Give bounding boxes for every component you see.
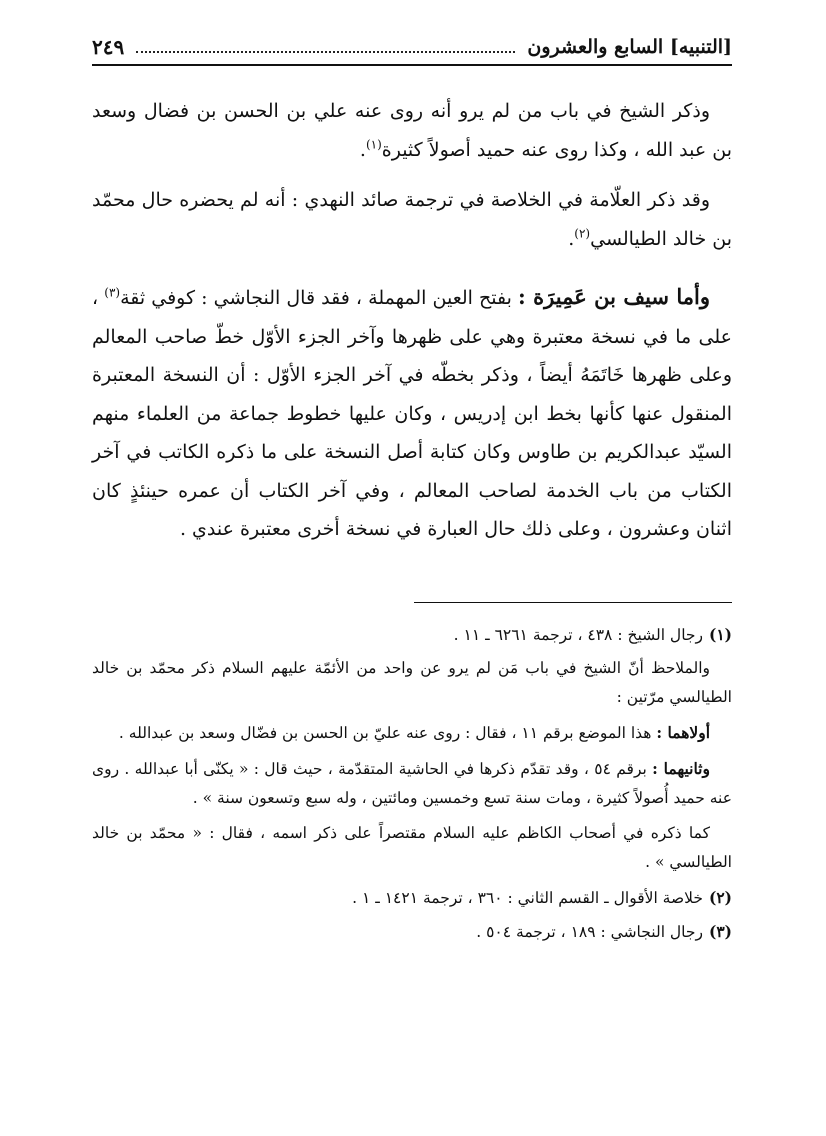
paragraph-2-text: وقد ذكر العلّامة في الخلاصة في ترجمة صائد النهدي : أنه لم يحضره حال محمّد بن خالد الطيالسي [92,189,732,250]
footnote-3-text: رجال النجاشي : ١٨٩ ، ترجمة ٥٠٤ . [476,923,703,941]
footnote-1-para-2 [92,718,732,748]
main-text [92,92,732,561]
entry-heading: وأما سيف بن عَمِيرَة : [518,284,711,309]
footnote-1 [92,620,732,650]
footnote-ref-1[interactable]: (١) [365,137,382,152]
paragraph-3-text-b: ، على ما في نسخة معتبرة وهي على ظهرها وآخر الجزء الأوّل خطّ صاحب المعالم وعلى ظهرها خَاتَمَهُ أيضاً ، وذكر بخطّه في آخر الجزء الأوّل : أن النسخة المعتبرة المنقول عنها كأنها بخط ابن إدريس ، وكان عليها خطوط جماعة من العلماء منهم السيّد عبدالكريم بن طاوس وكان كتابة أصل النسخة على ما ذكره الكاتب في آخر الكتاب من باب الخدمة لصاحب المعالم ، وفي آخر الكتاب أن عمره حينئذٍ كان اثنان وعشرون ، وعلى ذلك حال العبارة في نسخة أخرى معتبرة عندي . [92,287,732,540]
chapter-title: [التنبيه] السابع والعشرون [527,36,732,58]
running-header [92,30,732,66]
footnote-1-para-2-lead: أولاهما : [656,723,710,742]
footnote-3 [92,917,732,947]
footnote-2-number: (٢) [708,888,732,907]
paragraph-1-text: وذكر الشيخ في باب من لم يرو أنه روى عنه علي بن الحسن بن فضال وسعد بن عبد الله ، وكذا روى عنه حميد أصولاً كثيرة [92,100,732,161]
footnotes [92,620,732,951]
footnote-2 [92,883,732,913]
footnote-1-para-3 [92,754,732,813]
footnote-ref-2[interactable]: (٢) [574,226,591,241]
footnote-1-text: رجال الشيخ : ٤٣٨ ، ترجمة ٦٢٦١ ـ ١١ . [453,626,703,644]
header-dot-leader [136,49,515,53]
paragraph-1 [92,92,732,169]
footnote-1-number: (١) [708,625,732,644]
paragraph-2-end: . [568,227,575,250]
footnote-2-text: خلاصة الأقوال ـ القسم الثاني : ٣٦٠ ، ترجمة ١٤٢١ ـ ١ . [352,889,703,907]
paragraph-3-text-a: بفتح العين المهملة ، فقد قال النجاشي : كوفي ثقة [120,287,512,309]
paragraph-2 [92,181,732,258]
footnote-1-para-3-lead: وثانيهما : [652,759,710,778]
footnote-1-para-3-text: برقم ٥٤ ، وقد تقدّم ذكرها في الحاشية المتقدّمة ، حيث قال : « يكنّى أبا عبدالله . روى عنه حميد أُصولاً كثيرة ، ومات سنة تسع وخمسين ومائتين ، وله سبع وتسعون سنة » . [92,760,732,807]
paragraph-1-end: . [359,138,366,161]
footnote-1-para-4: كما ذكره في أصحاب الكاظم عليه السلام مقتصراً على ذكر اسمه ، فقال : « محمّد بن خالد الطيالسي » . [92,824,732,871]
footnote-3-number: (٣) [708,922,732,941]
footnote-ref-3[interactable]: (٣) [104,285,121,300]
footnote-1-para-2-text: هذا الموضع برقم ١١ ، فقال : روى عنه عليّ بن الحسن بن فضّال وسعد بن عبدالله . [118,724,652,742]
footnote-1-para-1: والملاحظ أنّ الشيخ في باب مَن لم يرو عن واحد من الأئمّة عليهم السلام ذكر محمّد بن خالد الطيالسي مرّتين : [92,659,732,706]
paragraph-3 [92,278,732,549]
page-number: ٢٤٩ [92,35,125,59]
footnote-separator [414,602,732,603]
